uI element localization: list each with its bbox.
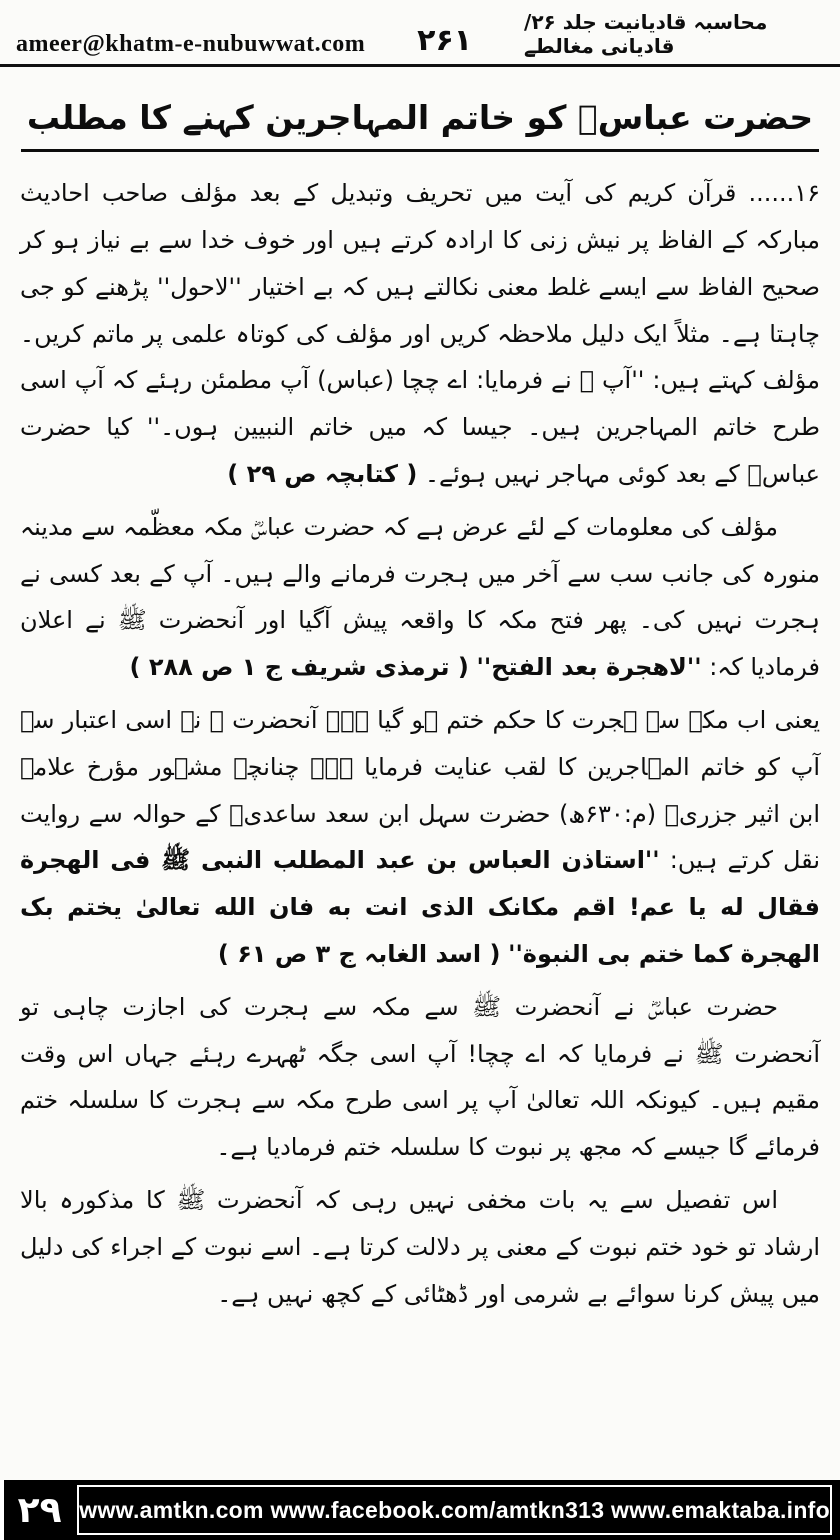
arabic-quote: ''استاذن العباس بن عبد المطلب النبی ﷺ فی الھجرة فقال له یا عم! اقم مکانک الذی انت به فان الله تعالیٰ یختم بک الھجرة کما ختم بی النبوة'' — [20, 846, 820, 968]
arabic-quote: ''لاھجرة بعد الفتح'' — [476, 653, 702, 682]
chapter-title: حضرت عباسؓ کو خاتم المہاجرین کہنے کا مطلب — [21, 95, 819, 152]
header-book-title: محاسبہ قادیانیت جلد ۲۶/قادیانی مغالطے — [524, 10, 768, 58]
header-page-number: ۲۶۱ — [417, 23, 473, 58]
header-email: ameer@khatm-e-nubuwwat.com — [16, 31, 366, 57]
paragraph — [20, 170, 820, 498]
paragraph — [20, 697, 820, 978]
footer-page-number: ۲۹ — [0, 1480, 75, 1540]
paragraph-text: اس تفصیل سے یہ بات مخفی نہیں رہی کہ آنحضرت ﷺ کا مذکورہ بالا ارشاد تو خود ختم نبوت کے معنی پر دلالت کرتا ہے۔ اسے نبوت کے اجراء کی دلیل میں پیش کرنا سوائے بے شرمی اور ڈھٹائی کے کچھ نہیں ہے۔ — [20, 1185, 820, 1308]
paragraph — [20, 504, 820, 691]
body-text — [0, 152, 840, 1317]
reference-citation: ( کتابچہ ص ۲۹ ) — [227, 459, 418, 488]
paragraph — [20, 1177, 820, 1317]
paragraph-text: یعنی اب مکہ سے ہجرت کا حکم ختم ہو گیا ہے۔ آنحضرت ﷺ نے اسی اعتبار سے آپ کو خاتم المہاجرین کا لقب عنایت فرمایا ہے۔ چنانچہ مشہور مؤرخ علامہ ابن اثیر جزریؒ (م:۶۳۰ھ) حضرت سہل ابن سعد ساعدیؓ کے حوالہ سے روایت نقل کرتے ہیں: — [20, 705, 820, 875]
paragraph-text: مؤلف کی معلومات کے لئے عرض ہے کہ حضرت عباسؓ مکہ معظّمہ سے مدینہ منورہ کی جانب سب سے آخر میں ہجرت فرمانے والے ہیں۔ آپ کے بعد کسی نے ہجرت نہیں کی۔ پھر فتح مکہ کا واقعہ پیش آگیا اور آنحضرت ﷺ نے اعلان فرمادیا کہ: — [20, 512, 820, 682]
paragraph — [20, 984, 820, 1171]
paragraph-text: حضرت عباسؓ نے آنحضرت ﷺ سے مکہ سے ہجرت کی اجازت چاہی تو آنحضرت ﷺ نے فرمایا کہ اے چچا! آپ اسی جگہ ٹھہرے رہئے جہاں اس وقت مقیم ہیں۔ کیونکہ اللہ تعالیٰ آپ پر اسی طرح مکہ سے ہجرت کا سلسلہ ختم فرمائے گا جیسے کہ مجھ پر نبوت کا سلسلہ ختم فرمادیا ہے۔ — [20, 992, 820, 1162]
reference-citation: ( ترمذی شریف ج ۱ ص ۲۸۸ ) — [129, 653, 469, 682]
reference-citation: ( اسد الغابہ ج ۳ ص ۶۱ ) — [217, 939, 501, 968]
page-header — [0, 0, 840, 67]
paragraph-text: ۱۶...... قرآن کریم کی آیت میں تحریف وتبدیل کے بعد مؤلف صاحب احادیث مبارکہ کے الفاظ پر نیش زنی کا ارادہ کرتے ہیں اور خوف خدا سے بے نیاز ہو کر صحیح الفاظ سے ایسے غلط معنی نکالتے ہیں کہ بے اختیار ''لاحول'' پڑھنے کو جی چاہتا ہے۔ مثلاً ایک دلیل ملاحظہ کریں اور مؤلف کی کوتاہ علمی پر ماتم کریں۔ مؤلف کہتے ہیں: ''آپ ﷺ نے فرمایا: اے چچا (عباس) آپ مطمئن رہئے کہ آپ اسی طرح خاتم المہاجرین ہیں۔ جیسا کہ میں خاتم النبیین ہوں۔'' کیا حضرت عباسؓ کے بعد کوئی مہاجر نہیں ہوئے۔ — [20, 179, 821, 488]
chapter-title-wrap — [0, 95, 840, 152]
footer-links: www.amtkn.com www.facebook.com/amtkn313 www.emaktaba.info — [77, 1485, 832, 1535]
paragraph-text — [500, 940, 508, 968]
paragraph-text — [469, 653, 477, 681]
page-footer — [0, 1480, 840, 1540]
